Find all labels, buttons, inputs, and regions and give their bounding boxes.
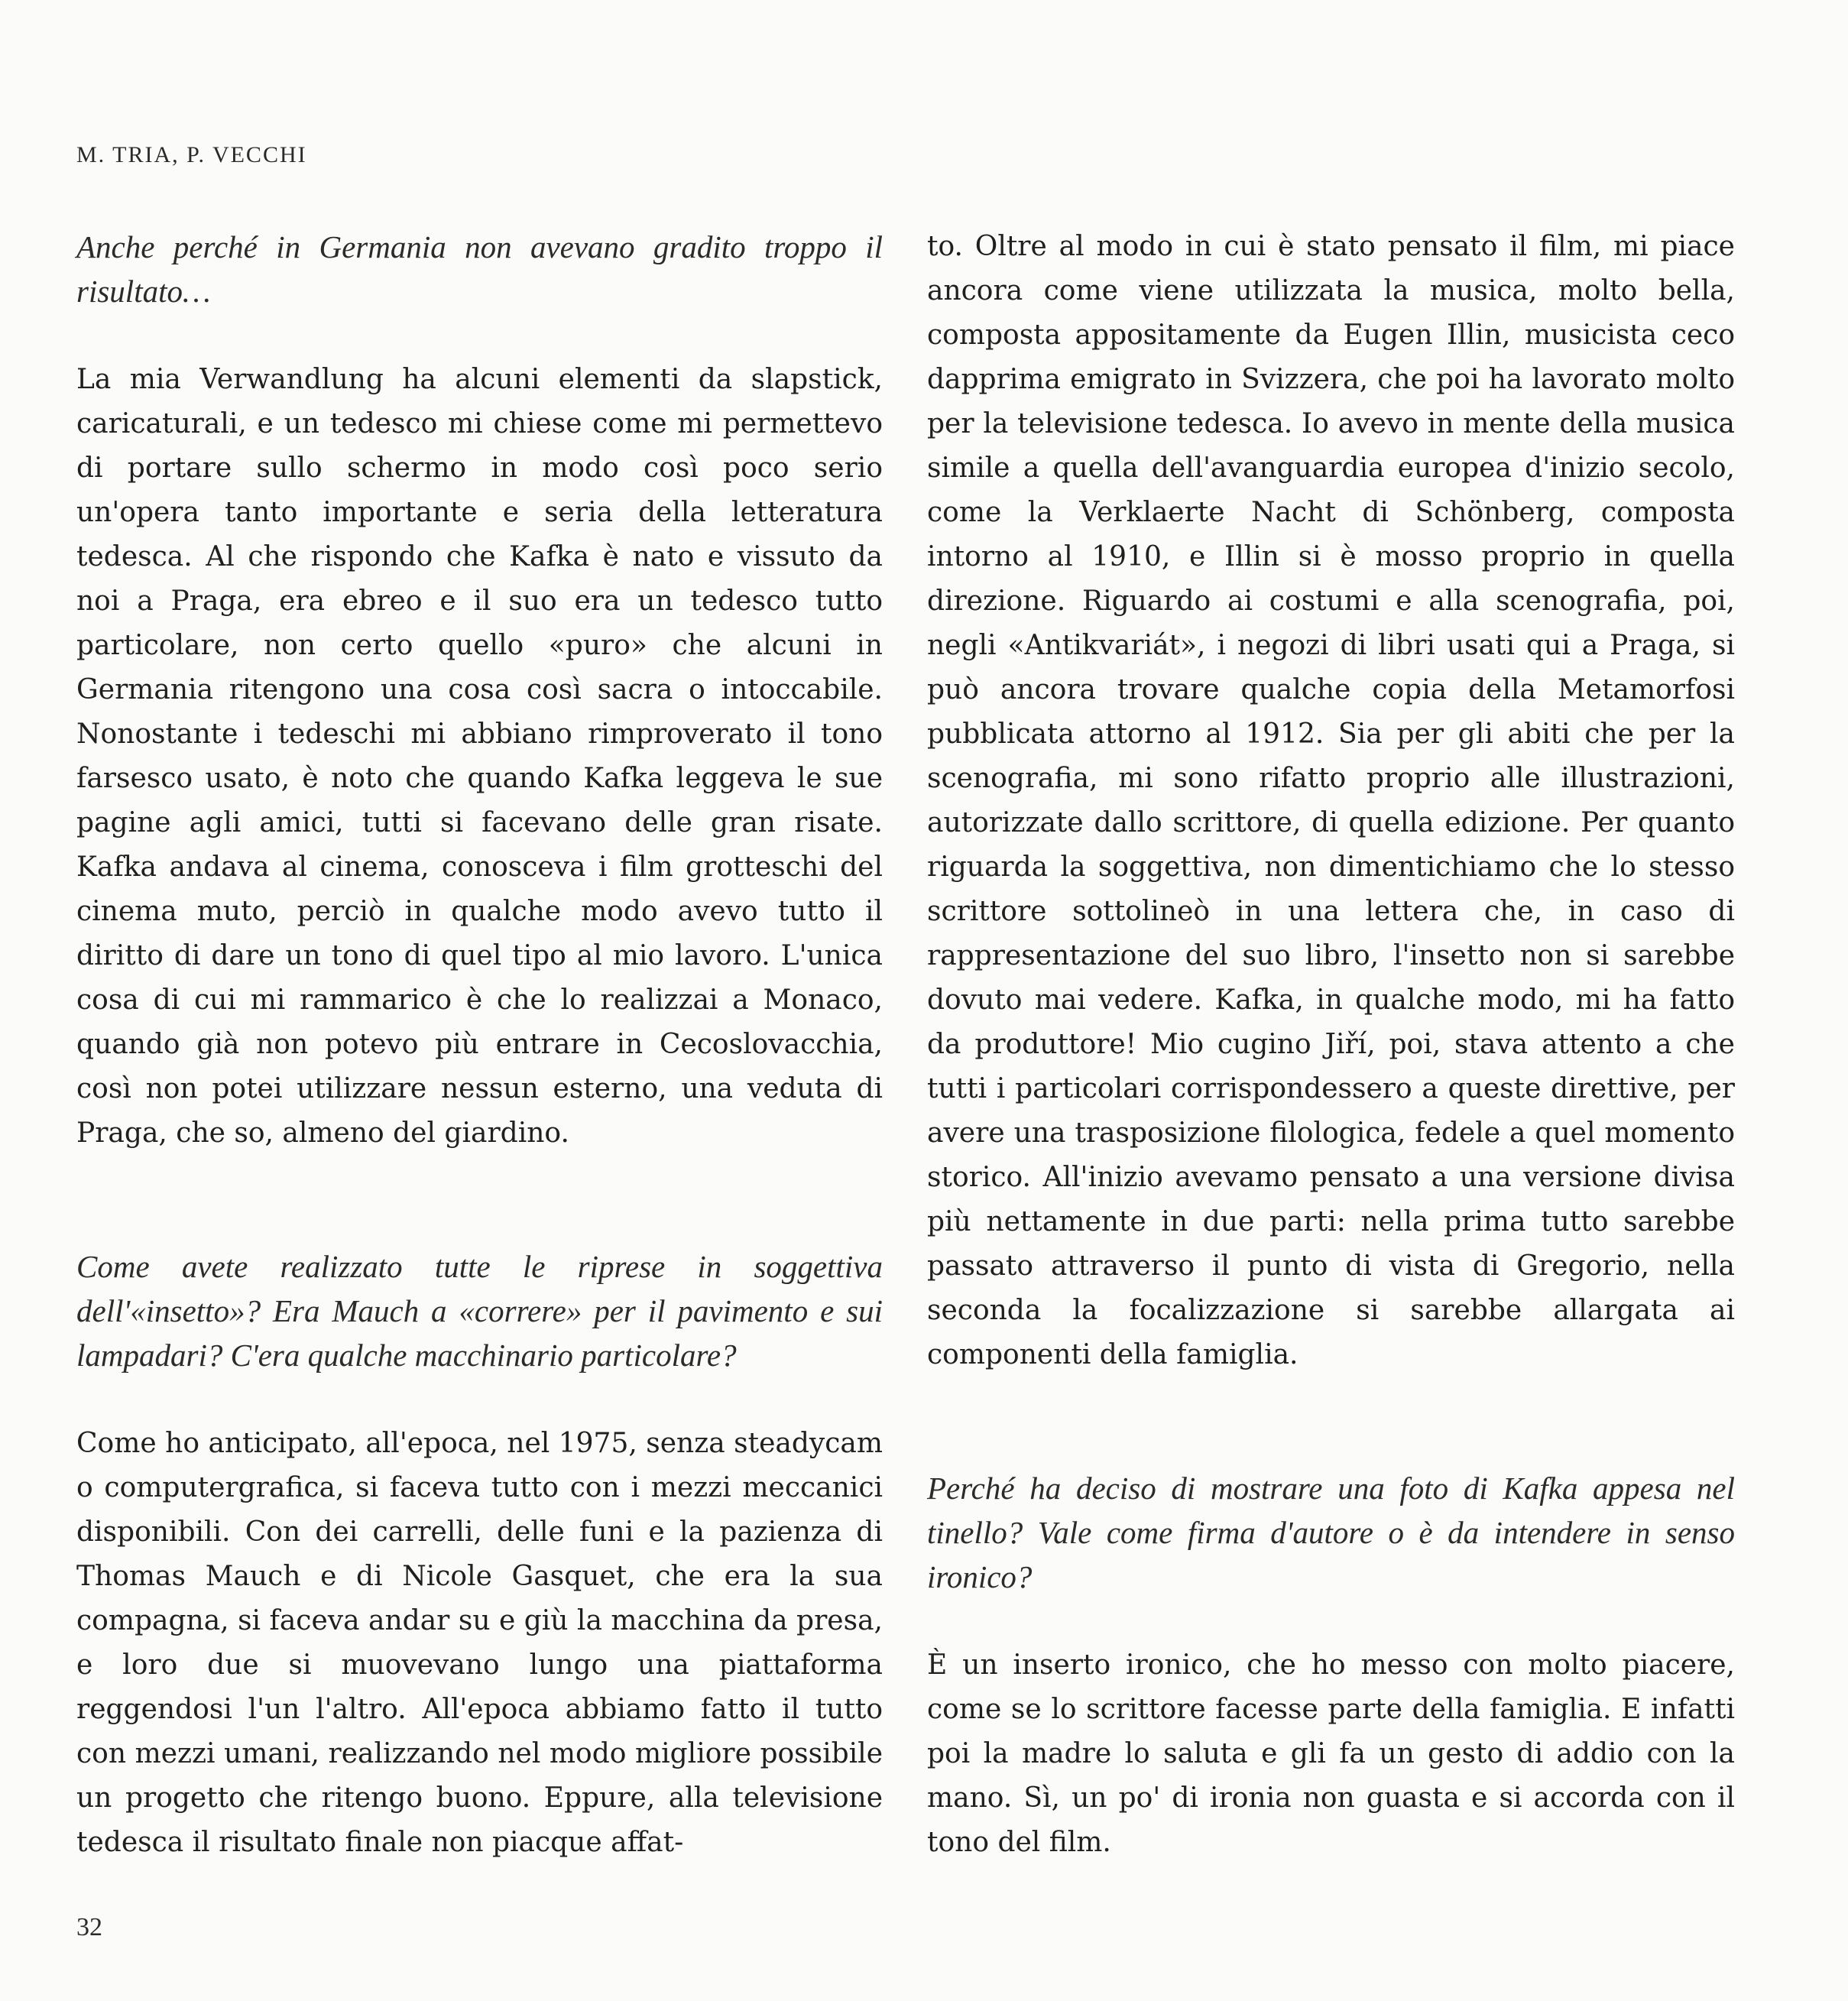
question-2: Come avete realizzato tutte le riprese in soggettiva dell'«insetto»? Era Mauch a «correre» per il pavimento e sui lampadari? C'era qualche macchinario particolare? (76, 1249, 883, 1373)
left-column (76, 225, 883, 1865)
paragraph-gap (76, 313, 883, 358)
paragraph-gap (76, 1156, 883, 1244)
paragraph-gap (76, 1377, 883, 1422)
answer-3: È un inserto ironico, che ho messo con molto piacere, come se lo scrittore facesse parte della famiglia. E infatti poi la madre lo saluta e gli fa un gesto di addio con la mano. Sì, un po' di ironia non guasta e si accorda con il tono del film. (927, 1649, 1735, 1858)
paragraph-gap (927, 1599, 1735, 1643)
question-3: Perché ha deciso di mostrare una foto di Kafka appesa nel tinello? Vale come firma d'autore o è da intendere in senso ironico? (927, 1471, 1735, 1594)
running-header: M. TRIA, P. VECCHI (76, 142, 307, 167)
right-column (927, 225, 1735, 1865)
question-1: Anche perché in Germania non avevano gradito troppo il risultato… (76, 229, 883, 309)
answer-2: Come ho anticipato, all'epoca, nel 1975, senza steadycam o computergrafica, si faceva tutto con i mezzi meccanici disponibili. Con dei carrelli, delle funi e la pazienza di Thomas Mauch e di Nicole Gasquet, che era la sua compagna, si faceva andar su e giù la macchina da presa, e loro due si muovevano lungo una piattaforma reggendosi l'un l'altro. All'epoca abbiamo fatto il tutto con mezzi umani, realizzando nel modo migliore possibile un progetto che ritengo buono. Eppure, alla televisione tedesca il risultato finale non piacque affat- (76, 1428, 883, 1858)
answer-1: La mia Verwandlung ha alcuni elementi da slapstick, caricaturali, e un tedesco mi chiese come mi permettevo di portare sullo schermo in modo così poco serio un'opera tanto importante e seria della letteratura tedesca. Al che rispondo che Kafka è nato e vissuto da noi a Praga, era ebreo e il suo era un tedesco tutto particolare, non certo quello «puro» che alcuni in Germania ritengono una cosa così sacra o intoccabile. Nonostante i tedeschi mi abbiano rimproverato il tono farsesco usato, è noto che quando Kafka leggeva le sue pagine agli amici, tutti si facevano delle gran risate. Kafka andava al cinema, conosceva i film grotteschi del cinema muto, perciò in qualche modo avevo tutto il diritto di dare un tono di quel tipo al mio lavoro. L'unica cosa di cui mi rammarico è che lo realizzai a Monaco, quando già non potevo più entrare in Cecoslovacchia, così non potei utilizzare nessun esterno, una veduta di Praga, che so, almeno del giardino. (76, 364, 883, 1149)
paragraph-gap (927, 1377, 1735, 1466)
answer-2-continued: to. Oltre al modo in cui è stato pensato il film, mi piace ancora come viene utilizzata la musica, molto bella, composta appositamente da Eugen Illin, musicista ceco dapprima emigrato in Svizzera, che poi ha lavorato molto per la televisione tedesca. Io avevo in mente della musica simile a quella dell'avanguardia europea d'inizio secolo, come la Verklaerte Nacht di Schönberg, composta intorno al 1910, e Illin si è mosso proprio in quella direzione. Riguardo ai costumi e alla scenografia, poi, negli «Antikvariát», i negozi di libri usati qui a Praga, si può ancora trovare qualche copia della Metamorfosi pubblicata attorno al 1912. Sia per gli abiti che per la scenografia, mi sono rifatto proprio alle illustrazioni, autorizzate dallo scrittore, di quella edizione. Per quanto riguarda la soggettiva, non dimentichiamo che lo stesso scrittore sottolineò in una lettera che, in caso di rappresentazione del suo libro, l'insetto non si sarebbe dovuto mai vedere. Kafka, in qualche modo, mi ha fatto da produttore! Mio cugino Jiří, poi, stava attento a che tutti i particolari corrispondessero a queste direttive, per avere una trasposizione filologica, fedele a quel momento storico. All'inizio avevamo pensato a una versione divisa più nettamente in due parti: nella prima tutto sarebbe passato attraverso il punto di vista di Gregorio, nella seconda la focalizzazione si sarebbe allargata ai componenti della famiglia. (927, 231, 1735, 1370)
page-number: 32 (76, 1913, 102, 1941)
